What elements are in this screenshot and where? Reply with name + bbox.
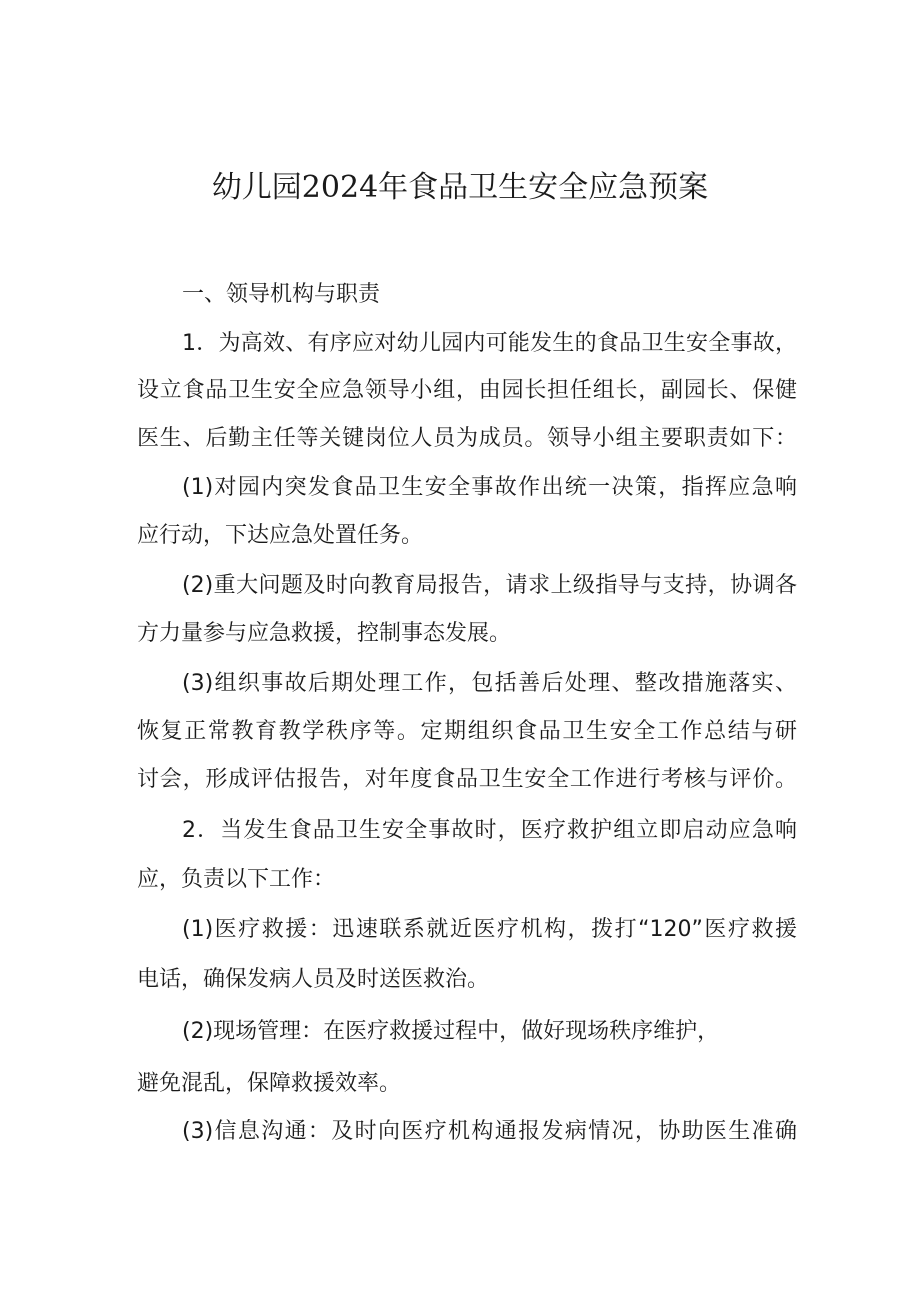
- paragraph-line: 设立食品卫生安全应急领导小组，由园长担任组长，副园长、保健: [137, 378, 797, 403]
- paragraph-line: 1．为高效、有序应对幼儿园内可能发生的食品卫生安全事故，: [182, 331, 797, 356]
- paragraph-line: 方力量参与应急救援，控制事态发展。: [137, 621, 512, 646]
- paragraph-line: 2．当发生食品卫生安全事故时，医疗救护组立即启动应急响: [182, 818, 797, 843]
- paragraph-line: 应，负责以下工作：: [137, 867, 336, 892]
- paragraph-line: 应行动，下达应急处置任务。: [137, 523, 424, 548]
- paragraph-line: (3)组织事故后期处理工作，包括善后处理、整改措施落实、: [182, 671, 797, 696]
- paragraph-line: (1)对园内突发食品卫生安全事故作出统一决策，指挥应急响: [182, 475, 797, 500]
- paragraph-line: 讨会，形成评估报告，对年度食品卫生安全工作进行考核与评价。: [137, 767, 797, 792]
- paragraph-line: 医生、后勤主任等关键岗位人员为成员。领导小组主要职责如下：: [137, 426, 797, 451]
- section-heading-1: 一、领导机构与职责: [182, 282, 381, 307]
- paragraph-line: (3)信息沟通：及时向医疗机构通报发病情况，协助医生准确: [182, 1119, 797, 1144]
- paragraph-line: (2)现场管理：在医疗救援过程中，做好现场秩序维护，: [182, 1019, 720, 1044]
- paragraph-line: 避免混乱，保障救援效率。: [137, 1071, 402, 1096]
- paragraph-line: (1)医疗救援：迅速联系就近医疗机构，拨打“120”医疗救援: [182, 917, 797, 942]
- paragraph-line: 恢复正常教育教学秩序等。定期组织食品卫生安全工作总结与研: [137, 719, 797, 744]
- paragraph-line: (2)重大问题及时向教育局报告，请求上级指导与支持，协调各: [182, 573, 797, 598]
- document-title: 幼儿园2024年食品卫生安全应急预案: [211, 170, 709, 205]
- paragraph-line: 电话，确保发病人员及时送医救治。: [137, 967, 490, 992]
